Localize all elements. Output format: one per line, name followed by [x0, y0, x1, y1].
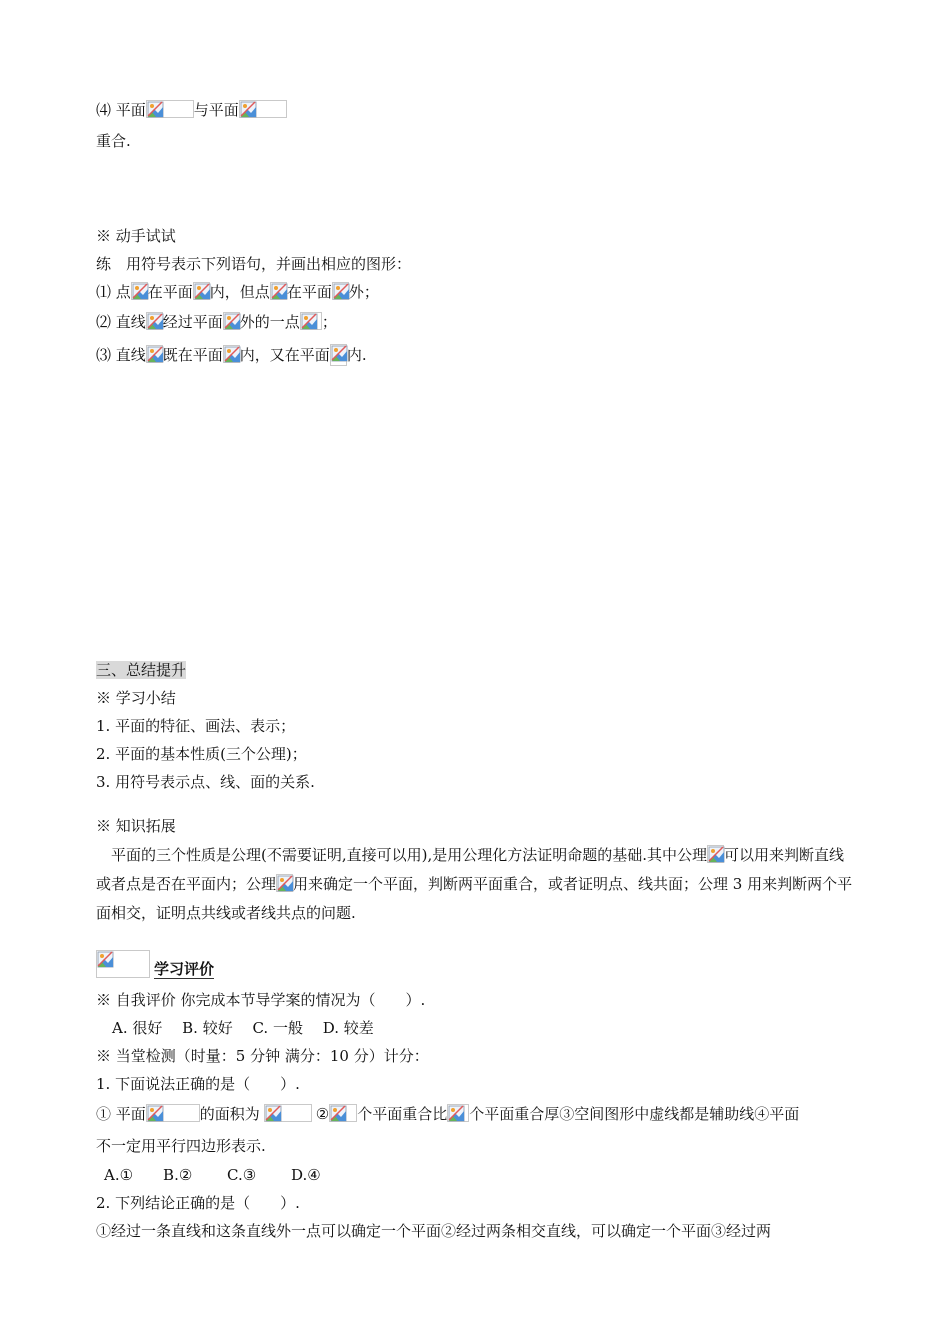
ext-paragraph: 平面的三个性质是公理(不需要证明,直接可以用),是用公理化方法证明命题的基础.其中公理 可以用来判断直线或者点是否在平面内；公理 用来确定一个平面，判断两平面重合，或者证明点、线共面；公理 3 用来判断两个平面相交，证明点共线或者线共点的问题.	[96, 846, 853, 922]
try-item-3: ⑶ 直线 既在平面 内，又在平面 内.	[96, 346, 367, 364]
image-icon	[146, 100, 194, 118]
statement-4: ⑷ 平面 与平面	[96, 100, 287, 120]
try-task: 练 用符号表示下列语句，并画出相应的图形：	[96, 255, 412, 273]
image-icon	[239, 100, 287, 118]
q1-options: A.① B.② C.③ D.④	[104, 1166, 321, 1184]
image-icon	[707, 845, 724, 863]
image-icon	[96, 950, 150, 978]
image-icon	[276, 874, 293, 892]
image-icon	[329, 1104, 357, 1122]
try-item-1: ⑴ 点 在平面 内，但点 在平面 外；	[96, 283, 379, 301]
image-icon	[447, 1104, 469, 1122]
image-icon	[300, 312, 322, 330]
self-eval: ※ 自我评价 你完成本节导学案的情况为（ ）.	[96, 991, 426, 1009]
image-icon	[146, 312, 163, 330]
summary-item-3: 3. 用符号表示点、线、面的关系.	[96, 773, 315, 791]
image-icon	[223, 345, 240, 363]
q1-body-cont: 不一定用平行四边形表示.	[96, 1137, 266, 1155]
image-icon	[270, 282, 287, 300]
section-title: 三、总结提升	[96, 661, 187, 679]
q1-stem: 1. 下面说法正确的是（ ）.	[96, 1075, 300, 1093]
image-icon	[332, 282, 349, 300]
try-header: ※ 动手试试	[96, 227, 176, 245]
ext-header: ※ 知识拓展	[96, 817, 176, 835]
try-item-2: ⑵ 直线 经过平面 外的一点 ；	[96, 313, 337, 331]
image-icon	[146, 1104, 200, 1122]
image-icon	[146, 345, 163, 363]
image-icon	[264, 1104, 312, 1122]
image-icon	[193, 282, 210, 300]
q2-body: ①经过一条直线和这条直线外一点可以确定一个平面②经过两条相交直线，可以确定一个平面③经过两	[96, 1222, 772, 1240]
image-icon	[223, 312, 240, 330]
summary-item-1: 1. 平面的特征、画法、表示；	[96, 717, 296, 735]
eval-title: 学习评价	[96, 950, 214, 979]
image-icon	[131, 282, 148, 300]
image-icon	[330, 344, 347, 366]
q1-body: ① 平面 的面积为 ② 个平面重合比 个平面重合厚③空间图形中虚线都是辅助线④平面	[96, 1105, 800, 1123]
self-eval-options: A. 很好 B. 较好 C. 一般 D. 较差	[112, 1019, 374, 1037]
summary-header: ※ 学习小结	[96, 689, 176, 707]
statement-4-end: 重合.	[96, 132, 131, 150]
summary-item-2: 2. 平面的基本性质(三个公理)；	[96, 745, 307, 763]
q2-stem: 2. 下列结论正确的是（ ）.	[96, 1194, 300, 1212]
test-header: ※ 当堂检测（时量：5 分钟 满分：10 分）计分：	[96, 1047, 429, 1065]
